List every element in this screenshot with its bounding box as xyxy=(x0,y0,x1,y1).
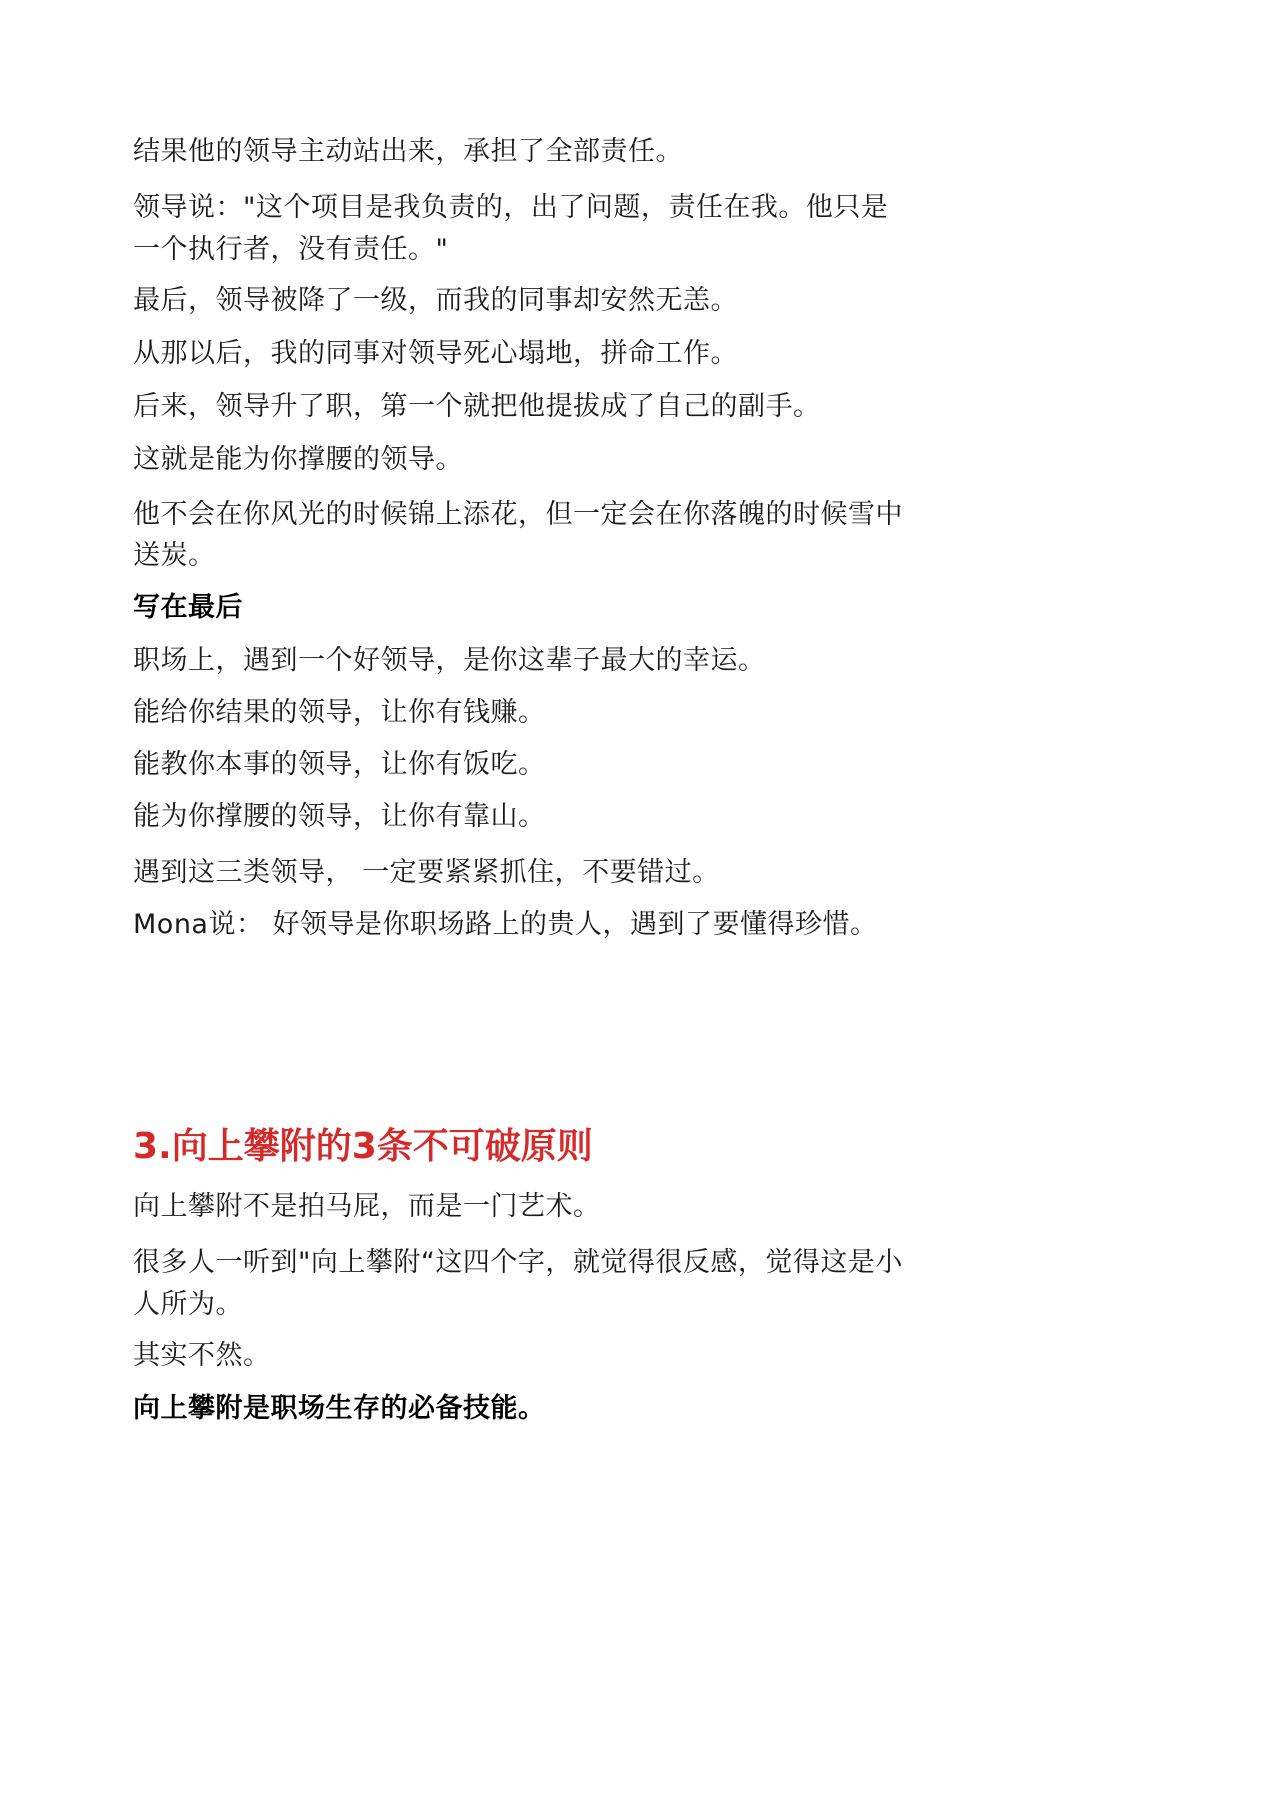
paragraph-line: Mona说： 好领导是你职场路上的贵人，遇到了要懂得珍惜。 xyxy=(133,909,878,940)
paragraph-line: 送炭。 xyxy=(133,540,216,571)
paragraph-line: 能给你结果的领导，让你有钱赚。 xyxy=(133,697,546,728)
paragraph-line: 其实不然。 xyxy=(133,1340,271,1371)
paragraph-line: 后来，领导升了职，第一个就把他提拔成了自己的副手。 xyxy=(133,391,821,422)
section-heading: 3.向上攀附的3条不可破原则 xyxy=(133,1126,593,1167)
paragraph-line: 结果他的领导主动站出来，承担了全部责任。 xyxy=(133,136,683,167)
paragraph-line: 他不会在你风光的时候锦上添花，但一定会在你落魄的时候雪中 xyxy=(133,499,903,530)
paragraph-line: 遇到这三类领导， 一定要紧紧抓住，不要错过。 xyxy=(133,857,720,888)
paragraph-line: 领导说："这个项目是我负责的，出了问题，责任在我。他只是 xyxy=(133,192,889,223)
subheading: 写在最后 xyxy=(133,592,243,623)
paragraph-line: 职场上，遇到一个好领导，是你这辈子最大的幸运。 xyxy=(133,645,766,676)
paragraph-line: 从那以后，我的同事对领导死心塌地，拼命工作。 xyxy=(133,338,738,369)
paragraph-line: 能教你本事的领导，让你有饭吃。 xyxy=(133,749,546,780)
paragraph-line: 能为你撑腰的领导，让你有靠山。 xyxy=(133,801,546,832)
paragraph-line: 最后，领导被降了一级，而我的同事却安然无恙。 xyxy=(133,285,738,316)
paragraph-line: 向上攀附不是拍马屁，而是一门艺术。 xyxy=(133,1191,601,1222)
paragraph-line: 人所为。 xyxy=(133,1289,243,1320)
paragraph-line: 这就是能为你撑腰的领导。 xyxy=(133,444,463,475)
closing-statement: 向上攀附是职场生存的必备技能。 xyxy=(133,1393,546,1424)
paragraph-line: 一个执行者，没有责任。" xyxy=(133,234,449,265)
paragraph-line: 很多人一听到"向上攀附“这四个字，就觉得很反感，觉得这是小 xyxy=(133,1247,903,1278)
